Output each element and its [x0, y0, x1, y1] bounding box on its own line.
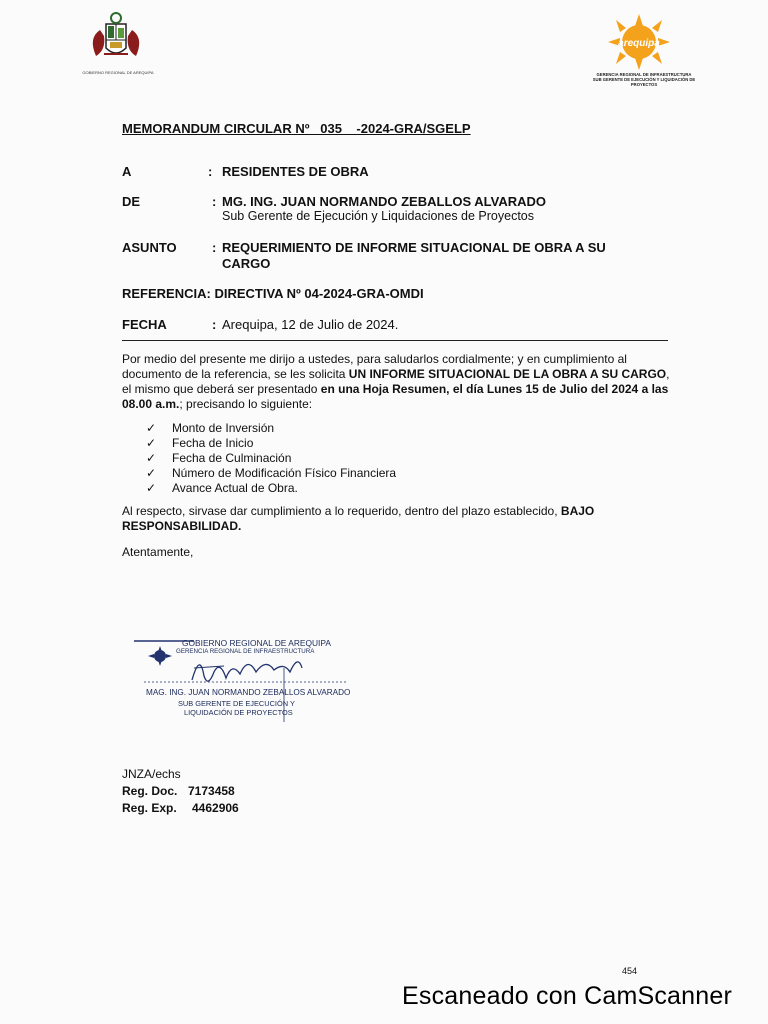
asunto-line-2: CARGO — [222, 256, 271, 271]
de-colon: : — [212, 194, 217, 209]
body-paragraph-1 — [122, 352, 670, 412]
stamp-line-1: GOBIERNO REGIONAL DE AREQUIPA — [182, 638, 331, 648]
signature-stamp — [134, 632, 364, 724]
reg-doc-label: Reg. Doc. — [122, 784, 178, 798]
right-logo-text: arequipa — [618, 38, 660, 49]
p1-text-c: , el mismo que deberá ser presentado — [122, 367, 670, 396]
memo-title: MEMORANDUM CIRCULAR Nº 035 -2024-GRA/SGELP — [122, 121, 471, 136]
sun-logo-icon — [604, 12, 674, 72]
de-name: MG. ING. JUAN NORMANDO ZEBALLOS ALVARADO — [222, 194, 547, 209]
requirements-list — [146, 421, 396, 496]
stamp-role-1: SUB GERENTE DE EJECUCIÓN Y — [178, 699, 295, 708]
body-paragraph-2: Al respecto, sirvase dar cumplimiento a lo requerido, dentro del plazo establecido, BAJO RESPONSABILIDAD. — [122, 504, 595, 533]
fecha-value: Arequipa, 12 de Julio de 2024. — [222, 317, 399, 332]
asunto-label: ASUNTO — [122, 240, 177, 255]
check-icon: ✓ — [146, 436, 157, 450]
header-divider — [122, 340, 668, 341]
referencia: REFERENCIA: DIRECTIVA Nº 04-2024-GRA-OMDI — [122, 286, 424, 301]
right-logo-caption: GERENCIA REGIONAL DE INFRAESTRUCTURA SUB GERENTE DE EJECUCIÓN Y LIQUIDACIÓN DE PROYECTOS — [592, 72, 696, 87]
check-icon: ✓ — [146, 481, 157, 495]
page-number: 454 — [622, 966, 638, 976]
check-icon: ✓ — [146, 466, 157, 480]
scanner-watermark: Escaneado con CamScanner — [402, 982, 732, 1010]
p1-text-e: , el día Lunes 15 de Julio del 2024 a las 08.00 a.m. — [122, 382, 669, 411]
de-label: DE — [122, 194, 141, 209]
stamp-line-2: GERENCIA REGIONAL DE INFRAESTRUCTURA — [176, 648, 315, 655]
fecha-colon: : — [212, 317, 217, 332]
list-item: ✓ Fecha de Inicio — [146, 436, 254, 450]
p1-text-f: ; precisando lo siguiente: — [179, 397, 313, 411]
list-item: ✓ Número de Modificación Físico Financiera — [146, 466, 397, 480]
de-title: Sub Gerente de Ejecución y Liquidaciones de Proyectos — [222, 209, 534, 223]
a-colon: : — [208, 164, 213, 179]
initials: JNZA/echs — [122, 767, 181, 781]
reg-exp-label: Reg. Exp. — [122, 801, 177, 815]
closing-text: Atentamente, — [122, 545, 194, 559]
peru-coat-of-arms-icon — [86, 10, 146, 66]
list-item: ✓ Fecha de Culminación — [146, 451, 292, 465]
list-item: ✓ Avance Actual de Obra. — [146, 481, 298, 495]
p1-text-b: UN INFORME SITUACIONAL DE LA OBRA A SU CARGO — [348, 367, 667, 381]
check-icon: ✓ — [146, 451, 157, 465]
a-label: A — [122, 164, 132, 179]
reg-doc-value: 7173458 — [188, 784, 235, 798]
responsibility-text: BAJO RESPONSABILIDAD. — [122, 504, 595, 533]
reg-exp-value: 4462906 — [192, 801, 239, 815]
stamp-name: MAG. ING. JUAN NORMANDO ZEBALLOS ALVARADO — [146, 688, 351, 697]
fecha-label: FECHA — [122, 317, 167, 332]
list-item: ✓ Monto de Inversión — [146, 421, 275, 435]
left-logo-caption: GOBIERNO REGIONAL DE AREQUIPA — [82, 70, 154, 75]
a-value: RESIDENTES DE OBRA — [222, 164, 369, 179]
asunto-colon: : — [212, 240, 217, 255]
check-icon: ✓ — [146, 421, 157, 435]
p1-text-d: en una Hoja Resumen — [320, 382, 447, 396]
p1-text-a: Por medio del presente me dirijo a ustedes, para saludarlos cordialmente; y en cumplimiento al documento de la referencia, se les solicita — [122, 352, 627, 381]
stamp-role-2: LIQUIDACIÓN DE PROYECTOS — [184, 708, 293, 717]
asunto-line-1: REQUERIMIENTO DE INFORME SITUACIONAL DE OBRA A SU — [222, 240, 606, 255]
